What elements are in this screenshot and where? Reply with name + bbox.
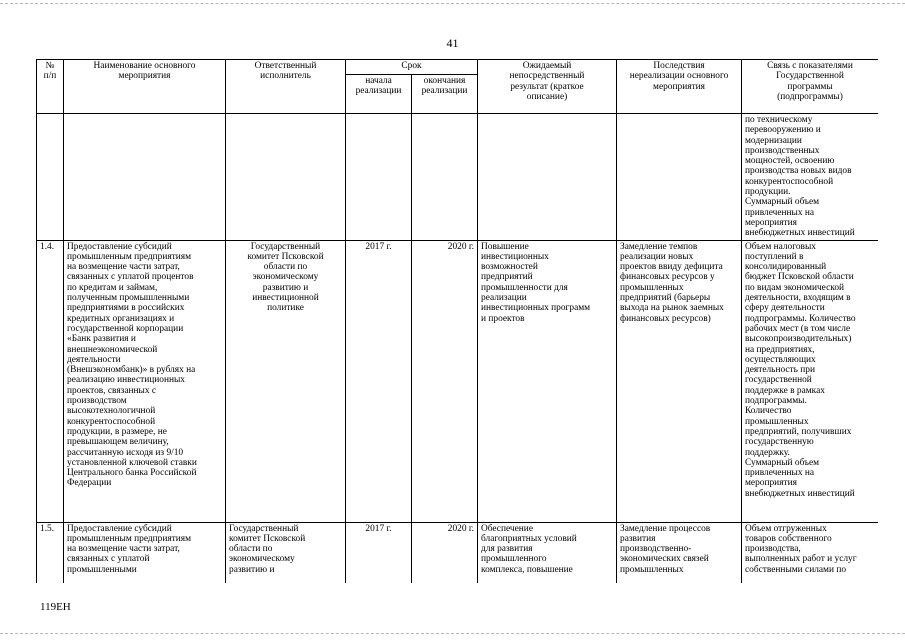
header-term: Срок (346, 60, 478, 75)
row-activity-name: Предоставление субсидий промышленным предприятиям на возмещение части затрат, связанных с уплатой процентов по кредитам и займам, полученным промышленными предприятиями в российских кредитных организациях и государственной корпорации «Банк развития и внешнеэкономической деятельности (Внешэкономбанк)» в рублях на реализацию инвестиционных проектов, связанных с производством высокотехнологичной конкурентоспособной продукции, в размере, не превышающем величину, рассчитанную исходя из 9/10 установленной ключевой ставки Центрального банка Российской Федерации (64, 240, 226, 522)
header-consequences: Последствия нереализации основного мероприятия (617, 60, 742, 114)
header-term-end: окончания реализации (412, 75, 478, 114)
row-indicator-link: Объем отгруженных товаров собственного производства, выполненных работ и услуг собственными силами по (742, 522, 879, 583)
table-row (37, 522, 879, 583)
row-term-start (346, 114, 412, 241)
row-num (37, 114, 64, 241)
page-number: 41 (446, 36, 459, 50)
row-executor: Государственный комитет Псковской области по экономическому развитию и инвестиционной политике (226, 240, 346, 522)
table-row (37, 240, 879, 522)
row-executor (226, 114, 346, 241)
table-header-row (37, 60, 879, 75)
row-term-start: 2017 г. (346, 240, 412, 522)
row-term-end: 2020 г. (412, 240, 478, 522)
row-num: 1.4. (37, 240, 64, 522)
row-expected-result: Повышение инвестиционных возможностей предприятий промышленности для реализации инвестиционных программ и проектов (478, 240, 617, 522)
row-activity-name: Предоставление субсидий промышленным предприятиям на возмещение части затрат, связанных с уплатой промышленными (64, 522, 226, 583)
row-term-start: 2017 г. (346, 522, 412, 583)
program-activities-table (36, 59, 878, 583)
program-table-container (36, 59, 878, 583)
scan-bottom-edge (0, 633, 905, 634)
header-activity-name: Наименование основного мероприятия (64, 60, 226, 114)
row-term-end (412, 114, 478, 241)
document-footer-code: 119ЕН (40, 601, 71, 613)
row-consequences (617, 114, 742, 241)
header-num: № п/п (37, 60, 64, 114)
scan-top-edge (0, 3, 905, 4)
row-indicator-link: по техническому перевооружению и модернизации производственных мощностей, освоению производства новых видов конкурентоспособной продукции. Суммарный объем привлеченных на мероприятия внебюджетных инвестиций (742, 114, 879, 241)
header-expected-result: Ожидаемый непосредственный результат (краткое описание) (478, 60, 617, 114)
header-indicator-link: Связь с показателями Государственной программы (подпрограммы) (742, 60, 879, 114)
row-activity-name (64, 114, 226, 241)
row-num: 1.5. (37, 522, 64, 583)
row-indicator-link: Объем налоговых поступлений в консолидированный бюджет Псковской области по видам экономической деятельности, входящим в сферу деятельности подпрограммы. Количество рабочих мест (в том числе высокопроизводительных) на предприятиях, осуществляющих деятельность при государственной поддержке в рамках подпрограммы. Количество промышленных предприятий, получивших государственную поддержку. Суммарный объем привлеченных на мероприятия внебюджетных инвестиций (742, 240, 879, 522)
row-consequences: Замедление темпов реализации новых проектов ввиду дефицита финансовых ресурсов у промышленных предприятий (барьеры выхода на рынок заемных финансовых ресурсов) (617, 240, 742, 522)
row-expected-result (478, 114, 617, 241)
row-term-end: 2020 г. (412, 522, 478, 583)
header-executor: Ответственный исполнитель (226, 60, 346, 114)
row-expected-result: Обеспечение благоприятных условий для развития промышленного комплекса, повышение (478, 522, 617, 583)
header-term-start: начала реализации (346, 75, 412, 114)
table-row (37, 114, 879, 241)
row-executor: Государственный комитет Псковской области по экономическому развитию и (226, 522, 346, 583)
row-consequences: Замедление процессов развития производственно- экономических связей промышленных (617, 522, 742, 583)
